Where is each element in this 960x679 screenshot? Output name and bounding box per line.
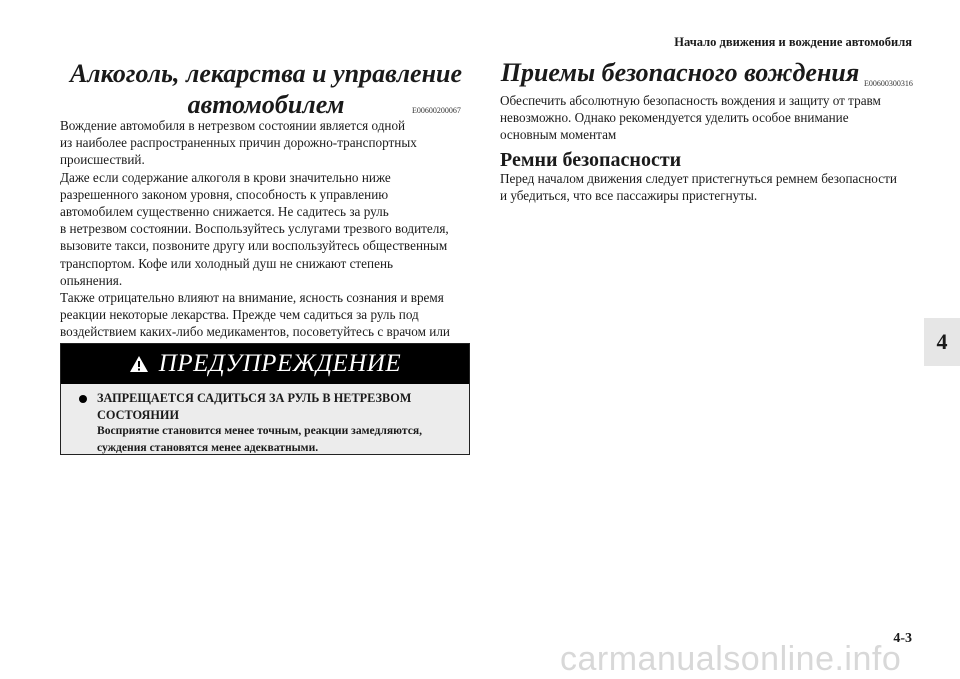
warning-bullet-line2: СОСТОЯНИИ	[97, 407, 180, 422]
warning-detail-line1: Восприятие становится менее точным, реакции замедляются,	[97, 424, 423, 437]
paragraph-line: Даже если содержание алкоголя в крови значительно ниже	[60, 169, 391, 185]
safe-driving-paragraph	[500, 92, 920, 144]
warning-bullet-line1: ЗАПРЕЩАЕТСЯ САДИТЬСЯ ЗА РУЛЬ В НЕТРЕЗВОМ	[97, 391, 412, 405]
warning-triangle-icon	[129, 355, 149, 373]
paragraph-line: Перед началом движения следует пристегнуться ремнем безопасности	[500, 171, 897, 186]
paragraph-line: опьянения.	[60, 272, 123, 288]
paragraph-line: разрешенного законом уровня, способность к управлению	[60, 186, 389, 202]
seatbelts-paragraph	[500, 170, 920, 204]
subheading-seatbelts: Ремни безопасности	[500, 149, 682, 171]
paragraph-line: вызовите такси, позвоните другу или воспользуйтесь общественным	[60, 238, 448, 254]
chapter-tab: 4	[924, 318, 960, 366]
section-code: E00600200067	[412, 106, 461, 115]
paragraph-line: транспортом. Кофе или холодный душ не снижают степень	[60, 255, 394, 271]
paragraph-line: происшествий.	[60, 152, 145, 168]
warning-header	[61, 344, 469, 384]
paragraph-line: воздействием каких-либо медикаментов, посоветуйтесь с врачом или	[60, 324, 450, 340]
watermark: carmanualsonline.info	[560, 640, 902, 678]
section-code: E00600300316	[864, 79, 913, 88]
paragraph-line: невозможно. Однако рекомендуется уделить особое внимание	[500, 110, 849, 126]
paragraph-line: Вождение автомобиля в нетрезвом состоянии является одной	[60, 118, 406, 133]
paragraph-line: и убедиться, что все пассажиры пристегнуты.	[500, 188, 758, 204]
alcohol-paragraph	[60, 117, 472, 358]
paragraph-line: Обеспечить абсолютную безопасность вождения и защиту от травм	[500, 93, 881, 108]
paragraph-line: основным моментам	[500, 127, 617, 143]
section-title-alcohol	[60, 58, 472, 120]
section-title-line2: автомобилем	[187, 90, 345, 119]
page-number: 4-3	[893, 631, 912, 646]
paragraph-line: Также отрицательно влияют на внимание, ясность сознания и время	[60, 290, 444, 306]
paragraph-line: в нетрезвом состоянии. Воспользуйтесь услугами трезвого водителя,	[60, 221, 449, 237]
section-title-line1: Алкоголь, лекарства и управление	[69, 59, 463, 88]
warning-bullet	[61, 384, 469, 456]
warning-heading: ПРЕДУПРЕЖДЕНИЕ	[158, 350, 402, 377]
paragraph-line: из наиболее распространенных причин дорожно-транспортных	[60, 135, 417, 151]
paragraph-line: реакции некоторые лекарства. Прежде чем садиться за руль под	[60, 307, 419, 323]
section-title-safe-driving: Приемы безопасного вождения	[500, 58, 860, 87]
paragraph-line: автомобилем существенно снижается. Не садитесь за руль	[60, 204, 389, 220]
running-header: Начало движения и вождение автомобиля	[674, 35, 912, 49]
warning-box	[60, 343, 470, 455]
warning-detail-line2: суждения становятся менее адекватными.	[97, 440, 319, 454]
bullet-icon	[79, 395, 87, 403]
